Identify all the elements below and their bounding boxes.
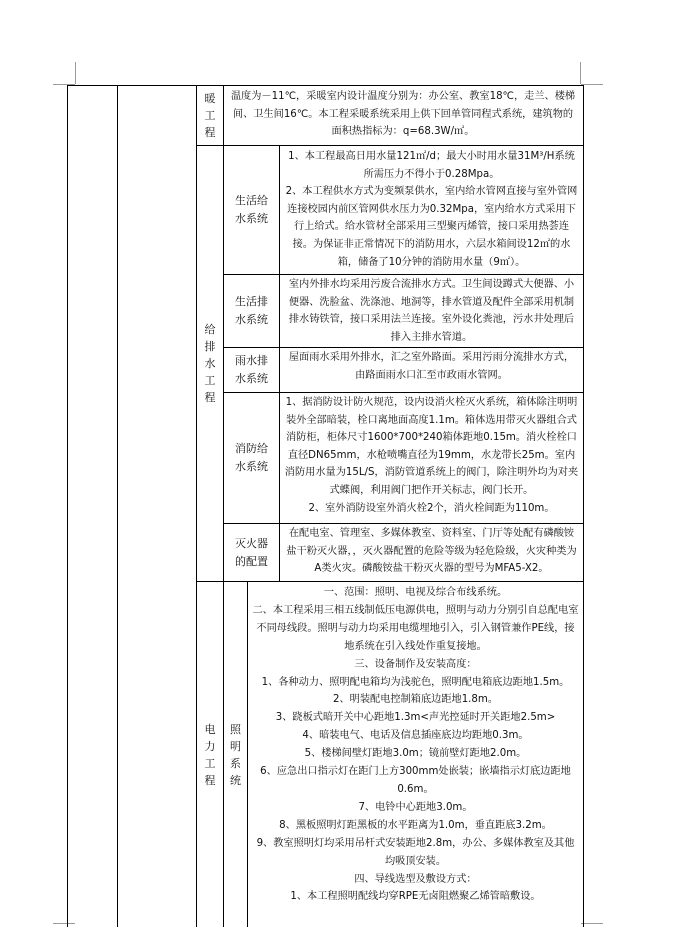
text-line: 1、本工程照明配线均穿RPE无卤阻燃聚乙烯管暗敷设。 [290, 891, 541, 903]
col-line [117, 86, 118, 927]
text-line: 四、导线选型及敷设方式： [354, 873, 477, 885]
row-text-fire-water-supply [284, 394, 579, 523]
section-heading-water: 给 排 水 工 程 [204, 323, 216, 404]
crop-mark-top-right-v [580, 62, 581, 84]
text-line: 2、明装配电控制箱底边距地1.8m。 [332, 694, 499, 706]
text-line: 3、跷板式暗开关中心距地1.3m<声光控延时开关距地2.5m> [275, 712, 556, 724]
sub-heading-lighting-system: 照 明 系 统 [230, 722, 241, 787]
heating-text: 温度为－11℃，采暖室内设计温度分别为：办公室、教室18℃，走兰、楼梯间、卫生间16℃。本工程采暖系统采用上供下回单管同程式系统，建筑物的面积热指标为：q=68.3W/㎡。 [230, 91, 576, 138]
text-line: 1、各种动力、照明配电箱均为浅驼色，照明配电箱底边距地1.5m。 [261, 676, 570, 688]
row-text-rainwater-drainage: 屋面雨水采用外排水，汇之室外路面。采用污雨分流排水方式，由路面雨水口汇至市政雨水管网。 [288, 352, 575, 381]
paragraph: 1、本工程最高日用水量121㎡/d；最大小时用水量31M³/H系统所需压力不得小于0.28Mpa。 [288, 151, 575, 180]
row-label-domestic-drainage: 生活排水系统 [235, 295, 268, 326]
paragraph: 1、据消防设计防火规范，设内设消火栓灭火系统，箱体除注明明装外全部暗装，栓口离地面高度1.1m。箱体选用带灭火器组合式消防柜，柜体尺寸1600*700*240箱体距地0.15m。消火栓栓口直径DN65mm，水枪喷嘴直径为19mm，水龙带长25m。室内消防用水量为15L/S，消防管道系统上的阀门，除注明外均为对夹式蝶阀，利用阀门把作开关标志，阀门长开。 [284, 397, 579, 496]
row-text-domestic-drainage: 室内外排水均采用污废合流排水方式。卫生间设蹲式大便器、小便器、洗脸盆、洗涤池、地洞等，排水管道及配件全部采用机制排水铸铁管，接口采用法兰连接。室外设化粪池，污水井处理后排入主排水管道。 [288, 279, 575, 343]
col-line [279, 145, 280, 581]
section-heading-heating: 暖 工 程 [204, 92, 216, 139]
row-text-domestic-water-supply [284, 148, 579, 274]
row-label-domestic-water-supply: 生活给水系统 [235, 194, 268, 225]
crop-mark-bottom-right-h [581, 923, 603, 924]
text-line: 一、范围：照明、电视及综合布线系统。 [323, 587, 508, 598]
text-line: 8、黑板照明灯距黑板的水平距离为1.0m，垂直距底3.2m。 [279, 819, 552, 831]
text-line: 4、暗装电气、电话及信息插座底边均距地0.3m。 [302, 730, 529, 742]
row-label-fire-water-supply: 消防给水系统 [235, 442, 268, 473]
row-label-fire-extinguisher: 灭火器的配置 [235, 536, 268, 568]
text-line: 9、教室照明灯均采用吊杆式安装距地2.8m，办公、多媒体教室及其他均吸顶安装。 [256, 837, 575, 867]
section-heading-electrical: 电 力 工 程 [204, 722, 216, 787]
text-line: 7、电铃中心距地3.0m。 [358, 801, 473, 813]
crop-mark-top-right-h [581, 84, 603, 85]
row-label-rainwater-drainage: 雨水排水系统 [235, 354, 268, 385]
text-line: 6、应急出口指示灯在距门上方300mm处嵌装；嵌墙指示灯底边距地0.6m。 [260, 766, 571, 795]
text-line: 三、设备制作及安装高度： [354, 658, 477, 670]
paragraph: 2、室外消防设室外消火栓2个，消火栓间距为110m。 [308, 502, 555, 514]
spec-table [67, 85, 584, 927]
electrical-text [252, 584, 579, 927]
text-line: 二、本工程采用三相五线制低压电源供电，照明与动力分别引自总配电室不同母线段。照明与动力均采用电缆埋地引入，引入钢管兼作PE线，接地系统在引入线处作重复接地。 [252, 604, 579, 652]
crop-mark-top-left-v [75, 62, 76, 84]
row-line [196, 581, 583, 582]
text-line: 5、楼梯间壁灯距地3.0m；镜前壁灯距地2.0m。 [304, 748, 527, 760]
paragraph: 2、本工程供水方式为变频泵供水，室内给水管网直接与室外管网连接校园内前区管网供水压力为0.32Mpa，室内给水方式采用下行上给式。给水管材全部采用三型聚丙烯管，接口采用热荟连接。为保证非正常情况下的消防用水，六层水箱间设12㎡的水箱，储备了10分钟的消防用水量（9㎡）。 [285, 186, 578, 268]
col-line [247, 581, 248, 927]
row-text-fire-extinguisher: 在配电室、管理室、多媒体教室、资料室、门厅等处配有磷酸铵盐干粉灭火器，，灭火器配置的危险等级为轻危险级，火灾种类为A类火灾。磷酸铵盐干粉灭火器的型号为MFA5-X2。 [286, 528, 577, 575]
